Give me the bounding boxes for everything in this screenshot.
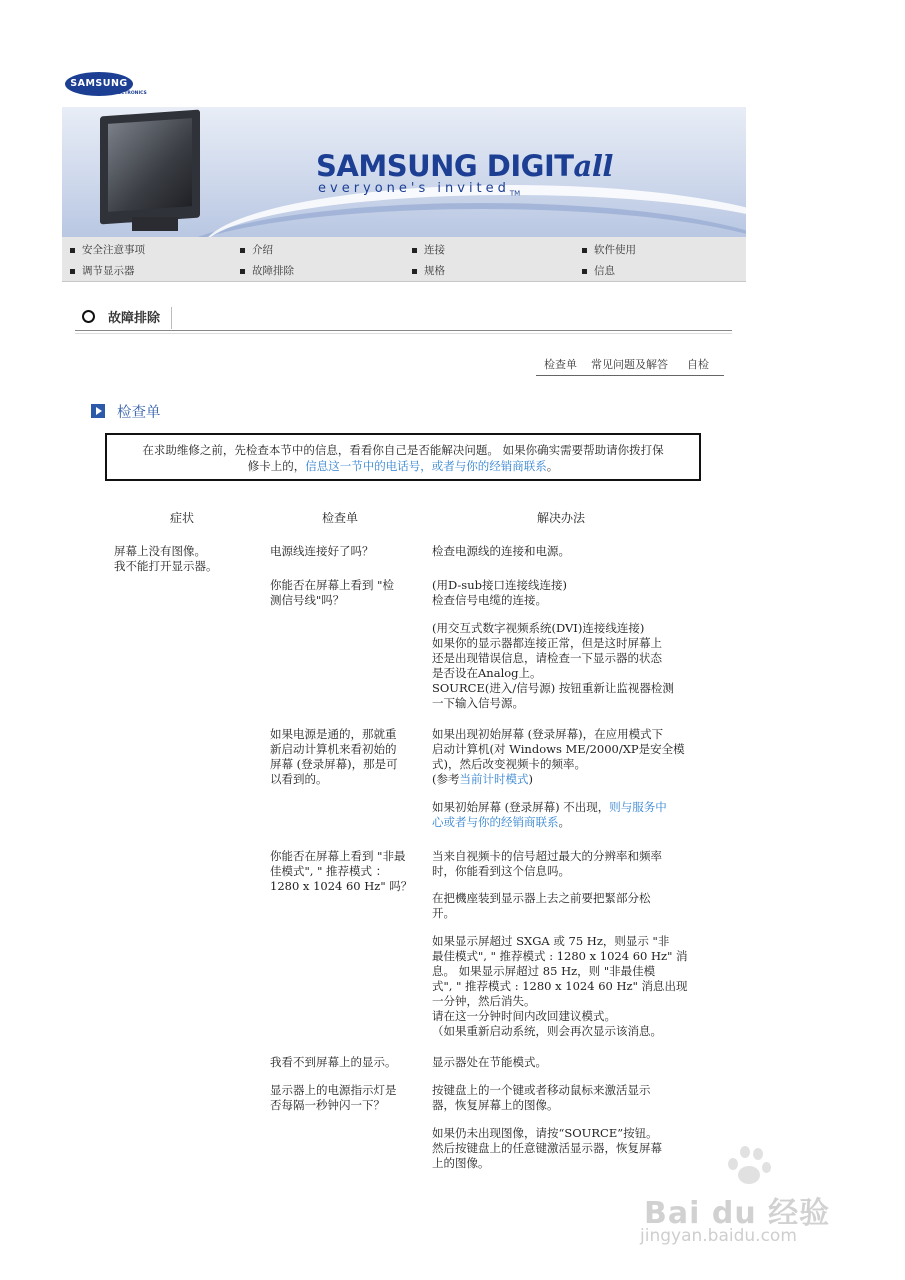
tab-faq[interactable]: 常见问题及解答 bbox=[591, 358, 668, 371]
solution-contact-service: 如果初始屏幕 (登录屏幕) 不出现，则与服务中 心或者与你的经销商联系。 bbox=[432, 800, 667, 829]
solution-resolution: 当来自视频卡的信号超过最大的分辨率和频率 时，你能看到这个信息吗。 bbox=[432, 849, 662, 878]
nav-item-troubleshoot[interactable]: 故障排除 bbox=[240, 263, 294, 278]
logo-subtitle: ELECTRONICS bbox=[112, 91, 147, 96]
timing-mode-link[interactable]: 当前计时模式 bbox=[459, 772, 529, 786]
header-solution: 解决办法 bbox=[537, 511, 586, 525]
nav-item-adjust[interactable]: 调节显示器 bbox=[70, 263, 135, 278]
banner-brand: SAMSUNG DIGITall bbox=[316, 149, 613, 183]
tab-checklist[interactable]: 检查单 bbox=[544, 358, 577, 371]
nav-item-software[interactable]: 软件使用 bbox=[582, 242, 636, 257]
solution-source-button: 如果仍未出现图像，请按“SOURCE”按钮。 然后按键盘上的任意键激活显示器，恢复屏幕 上的图像。 bbox=[432, 1126, 662, 1170]
watermark-text: Bai du 经验 bbox=[644, 1196, 831, 1231]
check-power-cable: 电源线连接好了吗？ bbox=[270, 544, 374, 558]
nav-item-safety[interactable]: 安全注意事项 bbox=[70, 242, 145, 257]
solution-wake: 按键盘上的一个键或者移动鼠标来激活显示 器，恢复屏幕上的图像。 bbox=[432, 1083, 651, 1112]
section-title: 故障排除 bbox=[108, 311, 161, 326]
check-no-display: 我看不到屏幕上的显示。 bbox=[270, 1055, 397, 1069]
nav-item-specs[interactable]: 规格 bbox=[412, 263, 445, 278]
solution-dsub: (用D-sub接口连接线连接) 检查信号电缆的连接。 bbox=[432, 578, 567, 607]
nav-item-connect[interactable]: 连接 bbox=[412, 242, 445, 257]
header-banner bbox=[62, 107, 746, 237]
service-link-cont[interactable]: 心或者与你的经销商联系 bbox=[432, 815, 559, 829]
symptom-cell: 屏幕上没有图像。 我不能打开显示器。 bbox=[114, 544, 218, 573]
nav-item-info[interactable]: 信息 bbox=[582, 263, 615, 278]
monitor-stand bbox=[132, 217, 178, 231]
solution-refresh-rate: 如果显示屏超过 SXGA 或 75 Hz，则显示 "非 最佳模式", " 推荐模式 : 1280 x 1024 60 Hz" 消 息。 如果显示屏超过 85 Hz，则 "非最佳模 式", " 推荐模式 : 1280 x 1024 60 Hz" 消息出现 一分钟，然后消失。 请在这一分钟时间内改回建议模式。 （如果重新启动系统，则会再次显示该消息。 bbox=[432, 934, 688, 1038]
notice-box bbox=[105, 433, 701, 481]
header-symptom: 症状 bbox=[170, 511, 195, 525]
samsung-logo bbox=[65, 72, 145, 102]
check-restart: 如果电源是通的，那就重 新启动计算机来看初始的 屏幕 (登录屏幕)，那是可 以看到的。 bbox=[270, 727, 398, 786]
service-link[interactable]: 则与服务中 bbox=[609, 800, 667, 814]
banner-tagline: everyone's invited$_{TM}$ bbox=[318, 181, 521, 198]
contact-link[interactable]: 信息这一节中的电话号，或者与你的经销商联系 bbox=[305, 459, 547, 473]
section-rule bbox=[75, 330, 732, 334]
paw-icon bbox=[728, 1146, 772, 1186]
solution-power-save: 显示器处在节能模式。 bbox=[432, 1055, 547, 1069]
header-check: 检查单 bbox=[322, 511, 359, 525]
tabs-underline bbox=[536, 375, 724, 376]
check-non-optimal: 你能否在屏幕上看到 "非最 佳模式", " 推荐模式 ： 1280 x 1024 60 Hz" 吗？ bbox=[270, 849, 413, 893]
baidu-watermark bbox=[640, 1180, 870, 1260]
logo-wordmark: SAMSUNG bbox=[65, 72, 133, 96]
checklist-title: 检查单 bbox=[117, 405, 161, 421]
section-bullet-icon bbox=[82, 310, 95, 323]
check-power-led: 显示器上的电源指示灯是 否每隔一秒钟闪一下？ bbox=[270, 1083, 397, 1112]
nav-item-intro[interactable]: 介绍 bbox=[240, 242, 273, 257]
solution-stand: 在把機座装到显示器上去之前要把緊部分松 开。 bbox=[432, 891, 651, 920]
notice-line-2: 修卡上的，信息这一节中的电话号，或者与你的经销商联系。 bbox=[247, 459, 559, 473]
solution-power-cable: 检查电源线的连接和电源。 bbox=[432, 544, 570, 558]
section-divider bbox=[171, 307, 172, 329]
tab-selftest[interactable]: 自检 bbox=[687, 358, 709, 371]
notice-line-1: 在求助维修之前，先检查本节中的信息，看看你自己是否能解决问题。 如果你确实需要帮助请你拨打保 bbox=[142, 443, 664, 457]
solution-dvi: (用交互式数字视频系统(DVI)连接线连接) 如果你的显示器都连接正常，但是这时屏幕上 还是出现错误信息，请检查一下显示器的状态 是否设在Analog上。 SOURCE(进入/信号源) 按钮重新让监视器检测 一下输入信号源。 bbox=[432, 621, 674, 710]
main-nav bbox=[62, 237, 746, 282]
monitor-icon bbox=[100, 110, 200, 225]
arrow-right-icon bbox=[91, 404, 105, 418]
solution-safe-mode: 如果出现初始屏幕 (登录屏幕)，在应用模式下 启动计算机(对 Windows ME/2000/XP是安全模 式)，然后改变视频卡的频率。 (参考当前计时模式) bbox=[432, 727, 685, 786]
watermark-url: jingyan.baidu.com bbox=[640, 1226, 797, 1246]
check-signal-cable: 你能否在屏幕上看到 "检 测信号线"吗？ bbox=[270, 578, 394, 607]
